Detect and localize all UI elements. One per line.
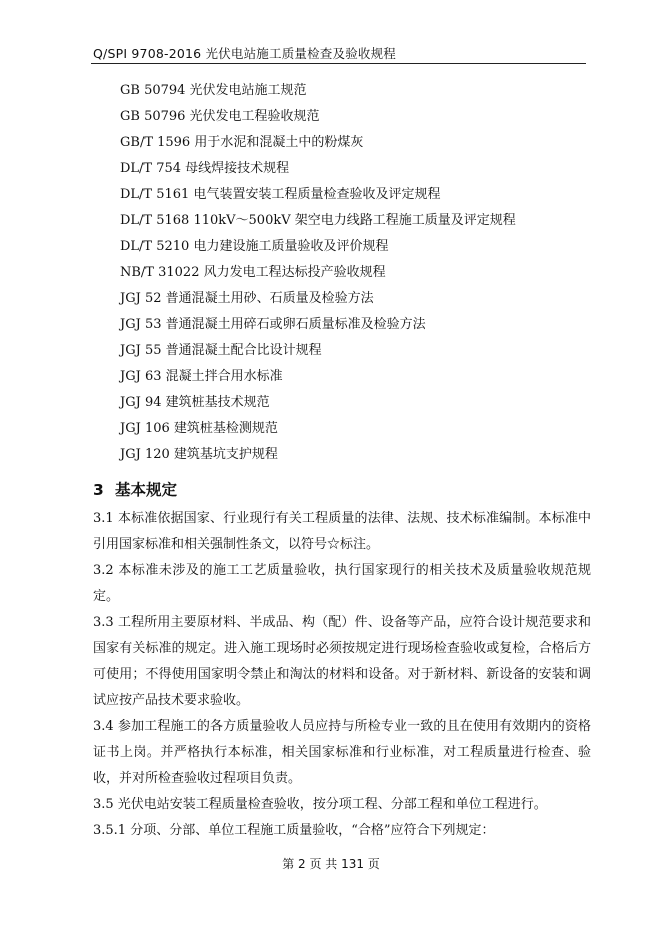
reference-item: NB/T 31022 风力发电工程达标投产验收规程: [120, 265, 386, 280]
normative-references-list: [120, 78, 516, 468]
reference-item: JGJ 53 普通混凝土用碎石或卵石质量标准及检验方法: [120, 317, 426, 332]
reference-item: JGJ 55 普通混凝土配合比设计规程: [120, 343, 322, 358]
running-header: Q/SPI 9708-2016 光伏电站施工质量检查及验收规程: [93, 46, 396, 61]
reference-item: JGJ 63 混凝土拌合用水标准: [120, 369, 283, 384]
reference-item: GB/T 1596 用于水泥和混凝土中的粉煤灰: [120, 135, 364, 150]
reference-item: GB 50794 光伏发电站施工规范: [120, 83, 307, 98]
clause-paragraph: 3.1 本标准依据国家、行业现行有关工程质量的法律、法规、技术标准编制。本标准中引用国家标准和相关强制性条文，以符号☆标注。: [93, 511, 591, 552]
section-title: 基本规定: [115, 481, 178, 499]
reference-item: GB 50796 光伏发电工程验收规范: [120, 109, 320, 124]
reference-item: DL/T 5210 电力建设施工质量验收及评价规程: [120, 239, 389, 254]
reference-item: JGJ 120 建筑基坑支护规程: [120, 447, 278, 462]
reference-item: DL/T 5161 电气装置安装工程质量检查验收及评定规程: [120, 187, 441, 202]
section-heading: [93, 478, 177, 500]
page-number-footer: 第 2 页 共 131 页: [282, 857, 380, 871]
clause-paragraph: 3.5.1 分项、分部、单位工程施工质量验收，“合格”应符合下列规定：: [93, 823, 495, 838]
reference-item: JGJ 106 建筑桩基检测规范: [120, 421, 278, 436]
section-number: 3: [93, 481, 104, 499]
clause-paragraph: 3.4 参加工程施工的各方质量验收人员应持与所检专业一致的且在使用有效期内的资格证书上岗。并严格执行本标准，相关国家标准和行业标准，对工程质量进行检查、验收，并对所检查验收过程项目负责。: [93, 719, 591, 786]
section-body: [93, 506, 591, 844]
clause-paragraph: 3.3 工程所用主要原材料、半成品、构（配）件、设备等产品，应符合设计规范要求和国家有关标准的规定。进入施工现场时必须按规定进行现场检查验收或复检，合格后方可使用；不得使用国家明令禁止和淘汰的材料和设备。对于新材料、新设备的安装和调试应按产品技术要求验收。: [93, 615, 591, 708]
clause-paragraph: 3.2 本标准未涉及的施工工艺质量验收，执行国家现行的相关技术及质量验收规范规定。: [93, 563, 591, 604]
reference-item: DL/T 754 母线焊接技术规程: [120, 161, 290, 176]
reference-item: DL/T 5168 110kV～500kV 架空电力线路工程施工质量及评定规程: [120, 213, 516, 228]
header-divider: [91, 63, 586, 64]
reference-item: JGJ 94 建筑桩基技术规范: [120, 395, 270, 410]
reference-item: JGJ 52 普通混凝土用砂、石质量及检验方法: [120, 291, 374, 306]
clause-paragraph: 3.5 光伏电站安装工程质量检查验收，按分项工程、分部工程和单位工程进行。: [93, 797, 547, 812]
